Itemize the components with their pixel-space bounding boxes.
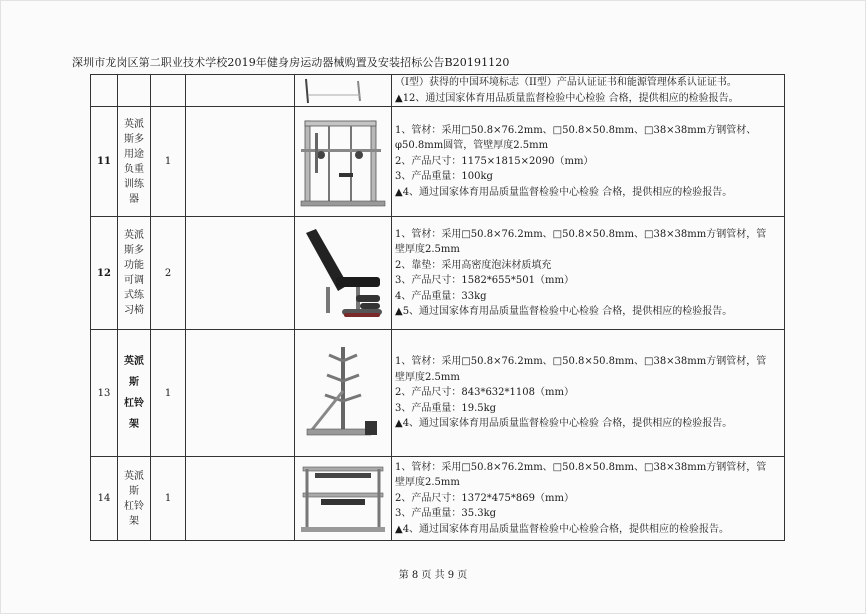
table-row [91, 107, 785, 217]
page-number: 第 8 页 共 9 页 [398, 570, 468, 581]
spec-line: 2、产品尺寸：1372*475*869（mm） [395, 492, 574, 504]
spec-line: 3、产品重量：19.5kg [395, 402, 497, 414]
spec-line: 3、产品重量：100kg [395, 171, 493, 183]
equipment-image-cell [295, 75, 392, 107]
spec-line: ▲4、通过国家体育用品质量监督检验中心检验合格，提供相应的检验报告。 [395, 523, 730, 535]
item-name: 英派 斯 杠铃 架 [118, 457, 151, 541]
spec-cell [392, 457, 785, 541]
equipment-spec-table [90, 74, 785, 541]
plate-tree-icon [303, 341, 383, 445]
item-name: 英派 斯 杠铃 架 [118, 330, 151, 457]
item-name: 英派 斯多 功能 可调 式练 习椅 [118, 217, 151, 330]
table-row [91, 457, 785, 541]
item-quantity: 1 [151, 457, 186, 541]
equipment-image-cell [295, 330, 392, 457]
document-header: 深圳市龙岗区第二职业技术学校2019年健身房运动器械购置及安装招标公告B20191120 [72, 56, 510, 69]
spec-cell [392, 75, 785, 107]
dumbbell-rack-icon [297, 461, 389, 537]
table-row [91, 330, 785, 457]
spec-line: 4、产品重量：33kg [395, 290, 487, 302]
spec-line: 2、产品尺寸：843*632*1108（mm） [395, 387, 574, 399]
item-quantity: 1 [151, 107, 186, 217]
spec-line: 1、管材：采用□50.8×76.2mm、□50.8×50.8mm、□38×38mm方钢管材、 [395, 124, 757, 136]
spec-line: 1、管材：采用□50.8×76.2mm、□50.8×50.8mm、□38×38mm方钢管材，管 [395, 461, 767, 473]
equipment-image-cell [295, 107, 392, 217]
spec-line: ▲4、通过国家体育用品质量监督检验中心检验 合格，提供相应的检验报告。 [395, 418, 733, 430]
spec-line: 1、管材：采用□50.8×76.2mm、□50.8×50.8mm、□38×38mm方钢管材，管 [395, 228, 767, 240]
spec-line: 壁厚度2.5mm [395, 371, 460, 383]
spec-line: ▲12、通过国家体育用品质量监督检验中心检验 合格，提供相应的检验报告。 [395, 92, 739, 104]
spec-line: ▲5、通过国家体育用品质量监督检验中心检验 合格，提供相应的检验报告。 [395, 306, 733, 317]
item-number: 14 [91, 457, 118, 541]
spec-line: 壁厚度2.5mm [395, 477, 460, 489]
spec-line: 壁厚度2.5mm [395, 244, 460, 255]
spec-line: 2、靠垫：采用高密度泡沫材质填充 [395, 259, 552, 271]
spec-cell [392, 107, 785, 217]
spec-line: 2、产品尺寸：1175×1815×2090（mm） [395, 155, 594, 167]
spec-line: 3、产品尺寸：1582*655*501（mm） [395, 275, 574, 286]
table-row [91, 217, 785, 330]
item-name: 英派 斯多 用途 负重 训练 器 [118, 107, 151, 217]
table-row-continuation [91, 75, 785, 107]
item-quantity: 1 [151, 330, 186, 457]
spec-line: ▲4、通过国家体育用品质量监督检验中心检验 合格，提供相应的检验报告。 [395, 186, 733, 198]
item-number: 12 [91, 217, 118, 330]
spec-cell [392, 217, 785, 330]
item-quantity: 2 [151, 217, 186, 330]
spec-line: 3、产品重量：35.3kg [395, 508, 497, 520]
equipment-fragment-icon [298, 77, 388, 105]
adjustable-bench-icon [298, 223, 388, 323]
spec-line: 1、管材：采用□50.8×76.2mm、□50.8×50.8mm、□38×38mm方钢管材，管 [395, 356, 767, 368]
equipment-image-cell [295, 457, 392, 541]
item-number: 13 [91, 330, 118, 457]
smith-machine-icon [299, 113, 387, 211]
spec-cell [392, 330, 785, 457]
item-number: 11 [91, 107, 118, 217]
spec-line: φ50.8mm圆管，管壁厚度2.5mm [395, 140, 549, 152]
spec-line: （I型）获得的中国环境标志（II型）产品认证证书和能源管理体系认证证书。 [395, 77, 737, 88]
equipment-image-cell [295, 217, 392, 330]
